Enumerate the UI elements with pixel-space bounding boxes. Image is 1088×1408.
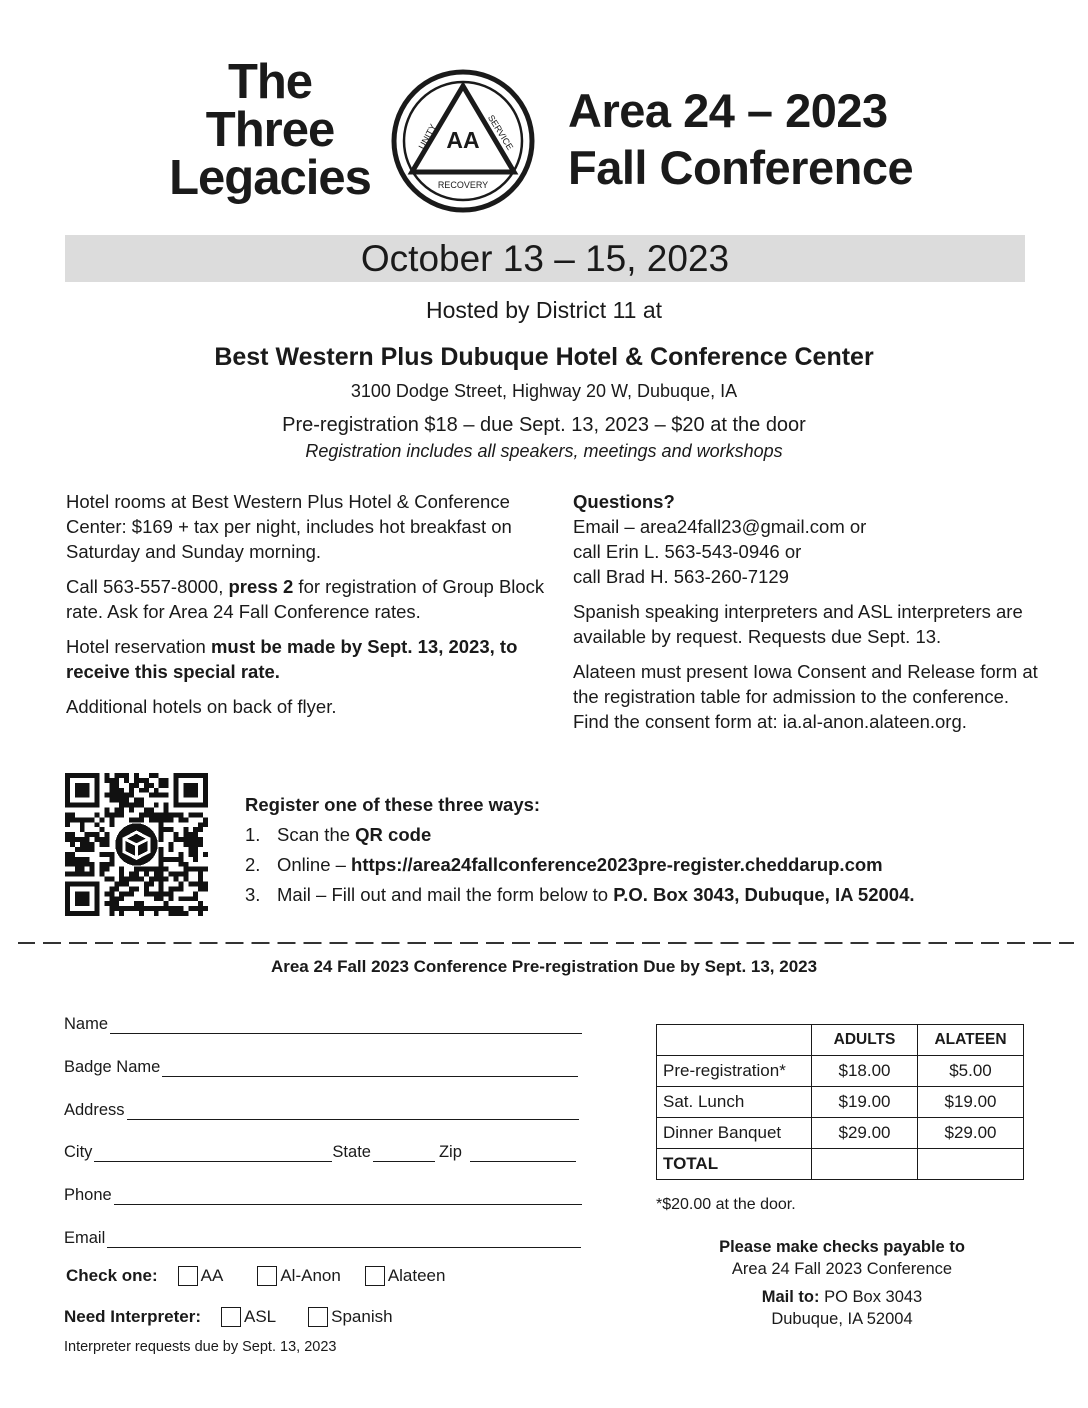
form-title: Area 24 Fall 2023 Conference Pre-registration Due by Sept. 13, 2023: [270, 957, 818, 976]
checkbox-square[interactable]: [178, 1266, 198, 1286]
interpreter-note: Interpreter requests due by Sept. 13, 2023: [64, 1339, 337, 1355]
table-header-cell: ALATEEN: [918, 1025, 1024, 1056]
payee: Area 24 Fall 2023 Conference: [731, 1260, 953, 1278]
register-step: [245, 820, 1045, 850]
logo-bottom-text: RECOVERY: [437, 180, 489, 190]
checkbox-alateen[interactable]: [365, 1266, 446, 1286]
check-one-label: Check one:: [66, 1266, 158, 1285]
table-header-cell: [657, 1025, 812, 1056]
step-text: Mail – Fill out and mail the form below to: [277, 884, 614, 905]
table-row: [657, 1056, 1024, 1087]
venue-name: Best Western Plus Dubuque Hotel & Conference Center: [214, 343, 874, 371]
registration-includes: Registration includes all speakers, meetings and workshops: [305, 441, 783, 461]
table-row-total: [657, 1149, 1024, 1180]
register-step: [245, 880, 1045, 910]
checkbox-label: AA: [200, 1266, 224, 1285]
checkbox-square[interactable]: [308, 1307, 328, 1327]
checkbox-square[interactable]: [221, 1307, 241, 1327]
email-field[interactable]: [64, 1226, 581, 1248]
mail-to-line: [656, 1286, 1028, 1308]
interpreter-row: [64, 1307, 415, 1327]
payment-info: [656, 1236, 1028, 1330]
step-bold: QR code: [355, 824, 432, 845]
reservation-pre: Hotel reservation: [66, 636, 211, 657]
checkbox-square[interactable]: [257, 1266, 277, 1286]
email-line: Email – area24fall23@gmail.com or: [573, 516, 867, 537]
phone-label: Phone: [64, 1186, 112, 1204]
address-input-line[interactable]: [127, 1101, 579, 1120]
table-cell: $5.00: [918, 1056, 1024, 1087]
hotel-info-column: [66, 489, 546, 729]
register-heading: Register one of these three ways:: [245, 794, 541, 815]
questions-block: [573, 489, 1043, 589]
call-brad-line: call Brad H. 563-260-7129: [573, 566, 789, 587]
mail-line-1: PO Box 3043: [819, 1288, 923, 1306]
step-number: 1.: [245, 824, 261, 845]
state-label: State: [332, 1143, 371, 1161]
table-cell: Pre-registration*: [657, 1056, 812, 1087]
three-legacies-title: [150, 55, 390, 205]
legacies-line: Three: [205, 103, 335, 157]
prereg-info: Pre-registration $18 – due Sept. 13, 2023 – $20 at the door: [282, 414, 806, 436]
reservation-bold: must be made by Sept. 13, 2023, to receive this special rate.: [66, 636, 518, 682]
city-label: City: [64, 1143, 93, 1161]
checkbox-al-anon[interactable]: [257, 1266, 340, 1286]
additional-hotels-text: Additional hotels on back of flyer.: [66, 696, 337, 717]
table-row: [657, 1118, 1024, 1149]
register-step: [245, 850, 1045, 880]
call-erin-line: call Erin L. 563-543-0946 or: [573, 541, 802, 562]
step-text: Online –: [277, 854, 352, 875]
checks-heading: Please make checks payable to: [719, 1238, 965, 1256]
table-cell: $18.00: [812, 1056, 918, 1087]
table-cell: $29.00: [812, 1118, 918, 1149]
conference-title: [568, 82, 913, 196]
logo-right-text: SERVICE: [485, 113, 516, 152]
logo-center-text: AA: [446, 127, 480, 153]
step-text: Scan the: [277, 824, 356, 845]
call-bold: press 2: [228, 576, 294, 597]
register-steps: [245, 820, 1045, 910]
reservation-text: [66, 634, 546, 684]
email-label: Email: [64, 1229, 106, 1247]
phone-field[interactable]: [64, 1183, 582, 1205]
total-alateen-cell[interactable]: [918, 1149, 1024, 1180]
check-one-row: [66, 1266, 467, 1286]
call-hotel-text: [66, 574, 546, 624]
call-pre: Call 563-557-8000,: [66, 576, 229, 597]
address-field[interactable]: [64, 1098, 579, 1120]
table-cell: $19.00: [918, 1087, 1024, 1118]
badge-name-label: Badge Name: [64, 1058, 161, 1076]
zip-input-line[interactable]: [470, 1143, 576, 1162]
registration-link[interactable]: https://area24fallconference2023pre-register.cheddarup.com: [351, 854, 883, 875]
table-cell: Sat. Lunch: [657, 1087, 812, 1118]
checkbox-spanish[interactable]: [308, 1307, 392, 1327]
mail-line-2: Dubuque, IA 52004: [771, 1310, 913, 1328]
step-bold: P.O. Box 3043, Dubuque, IA 52004.: [613, 884, 915, 905]
total-adults-cell[interactable]: [812, 1149, 918, 1180]
legacies-line: Legacies: [169, 151, 371, 205]
logo-left-text: UNITY: [416, 122, 439, 151]
event-dates: October 13 – 15, 2023: [65, 235, 1025, 282]
conference-title-line: Area 24 – 2023: [568, 84, 888, 137]
questions-heading: Questions?: [573, 491, 675, 512]
step-number: 2.: [245, 854, 261, 875]
door-price-note: *$20.00 at the door.: [656, 1196, 796, 1213]
step-number: 3.: [245, 884, 261, 905]
badge-name-input-line[interactable]: [162, 1058, 578, 1077]
address-label: Address: [64, 1101, 125, 1119]
interpreter-label: Need Interpreter:: [64, 1307, 201, 1326]
table-row: [657, 1087, 1024, 1118]
venue-address: 3100 Dodge Street, Highway 20 W, Dubuque, IA: [350, 381, 738, 401]
checkbox-asl[interactable]: [221, 1307, 276, 1327]
price-table: [656, 1024, 1024, 1180]
name-input-line[interactable]: [110, 1015, 582, 1034]
alateen-text: Alateen must present Iowa Consent and Release form at the registration table for admission to the conference. Find the consent form at: ia.al-anon.alateen.org.: [573, 661, 1038, 732]
table-header-cell: ADULTS: [812, 1025, 918, 1056]
city-input-line[interactable]: [94, 1143, 332, 1162]
checkbox-square[interactable]: [365, 1266, 385, 1286]
checkbox-label: ASL: [243, 1307, 277, 1326]
total-label: TOTAL: [657, 1149, 812, 1180]
checkbox-label: Spanish: [331, 1307, 393, 1326]
qr-code-icon[interactable]: [65, 773, 208, 916]
table-cell: $19.00: [812, 1087, 918, 1118]
register-section: [245, 790, 1045, 910]
hotel-rooms-text: Hotel rooms at Best Western Plus Hotel & Conference Center: $169 + tax per night, includes hot breakfast on Saturday and Sunday morning.: [66, 491, 512, 562]
zip-label: Zip: [438, 1143, 462, 1161]
name-label: Name: [64, 1015, 109, 1033]
conference-title-line: Fall Conference: [568, 141, 914, 194]
questions-column: [573, 489, 1043, 744]
table-header-row: [657, 1025, 1024, 1056]
legacies-line: The: [227, 55, 313, 109]
table-cell: Dinner Banquet: [657, 1118, 812, 1149]
city-state-zip-field[interactable]: [64, 1140, 576, 1162]
mail-to-label: Mail to:: [761, 1288, 820, 1306]
aa-logo-icon: [390, 68, 536, 214]
cut-line-divider: [18, 942, 1074, 944]
checkbox-aa[interactable]: [178, 1266, 224, 1286]
table-cell: $29.00: [918, 1118, 1024, 1149]
hosted-by: Hosted by District 11 at: [425, 297, 663, 323]
phone-input-line[interactable]: [114, 1186, 582, 1205]
badge-name-field[interactable]: [64, 1055, 578, 1077]
call-post: for registration of Group Block rate. Ask for Area 24 Fall Conference rates.: [66, 576, 545, 622]
state-input-line[interactable]: [373, 1143, 435, 1162]
email-input-line[interactable]: [107, 1229, 581, 1248]
interpreters-text: Spanish speaking interpreters and ASL interpreters are available by request. Requests due Sept. 13.: [573, 601, 1023, 647]
name-field[interactable]: [64, 1012, 582, 1034]
checkbox-label: Al-Anon: [280, 1266, 341, 1285]
checkbox-label: Alateen: [387, 1266, 446, 1285]
